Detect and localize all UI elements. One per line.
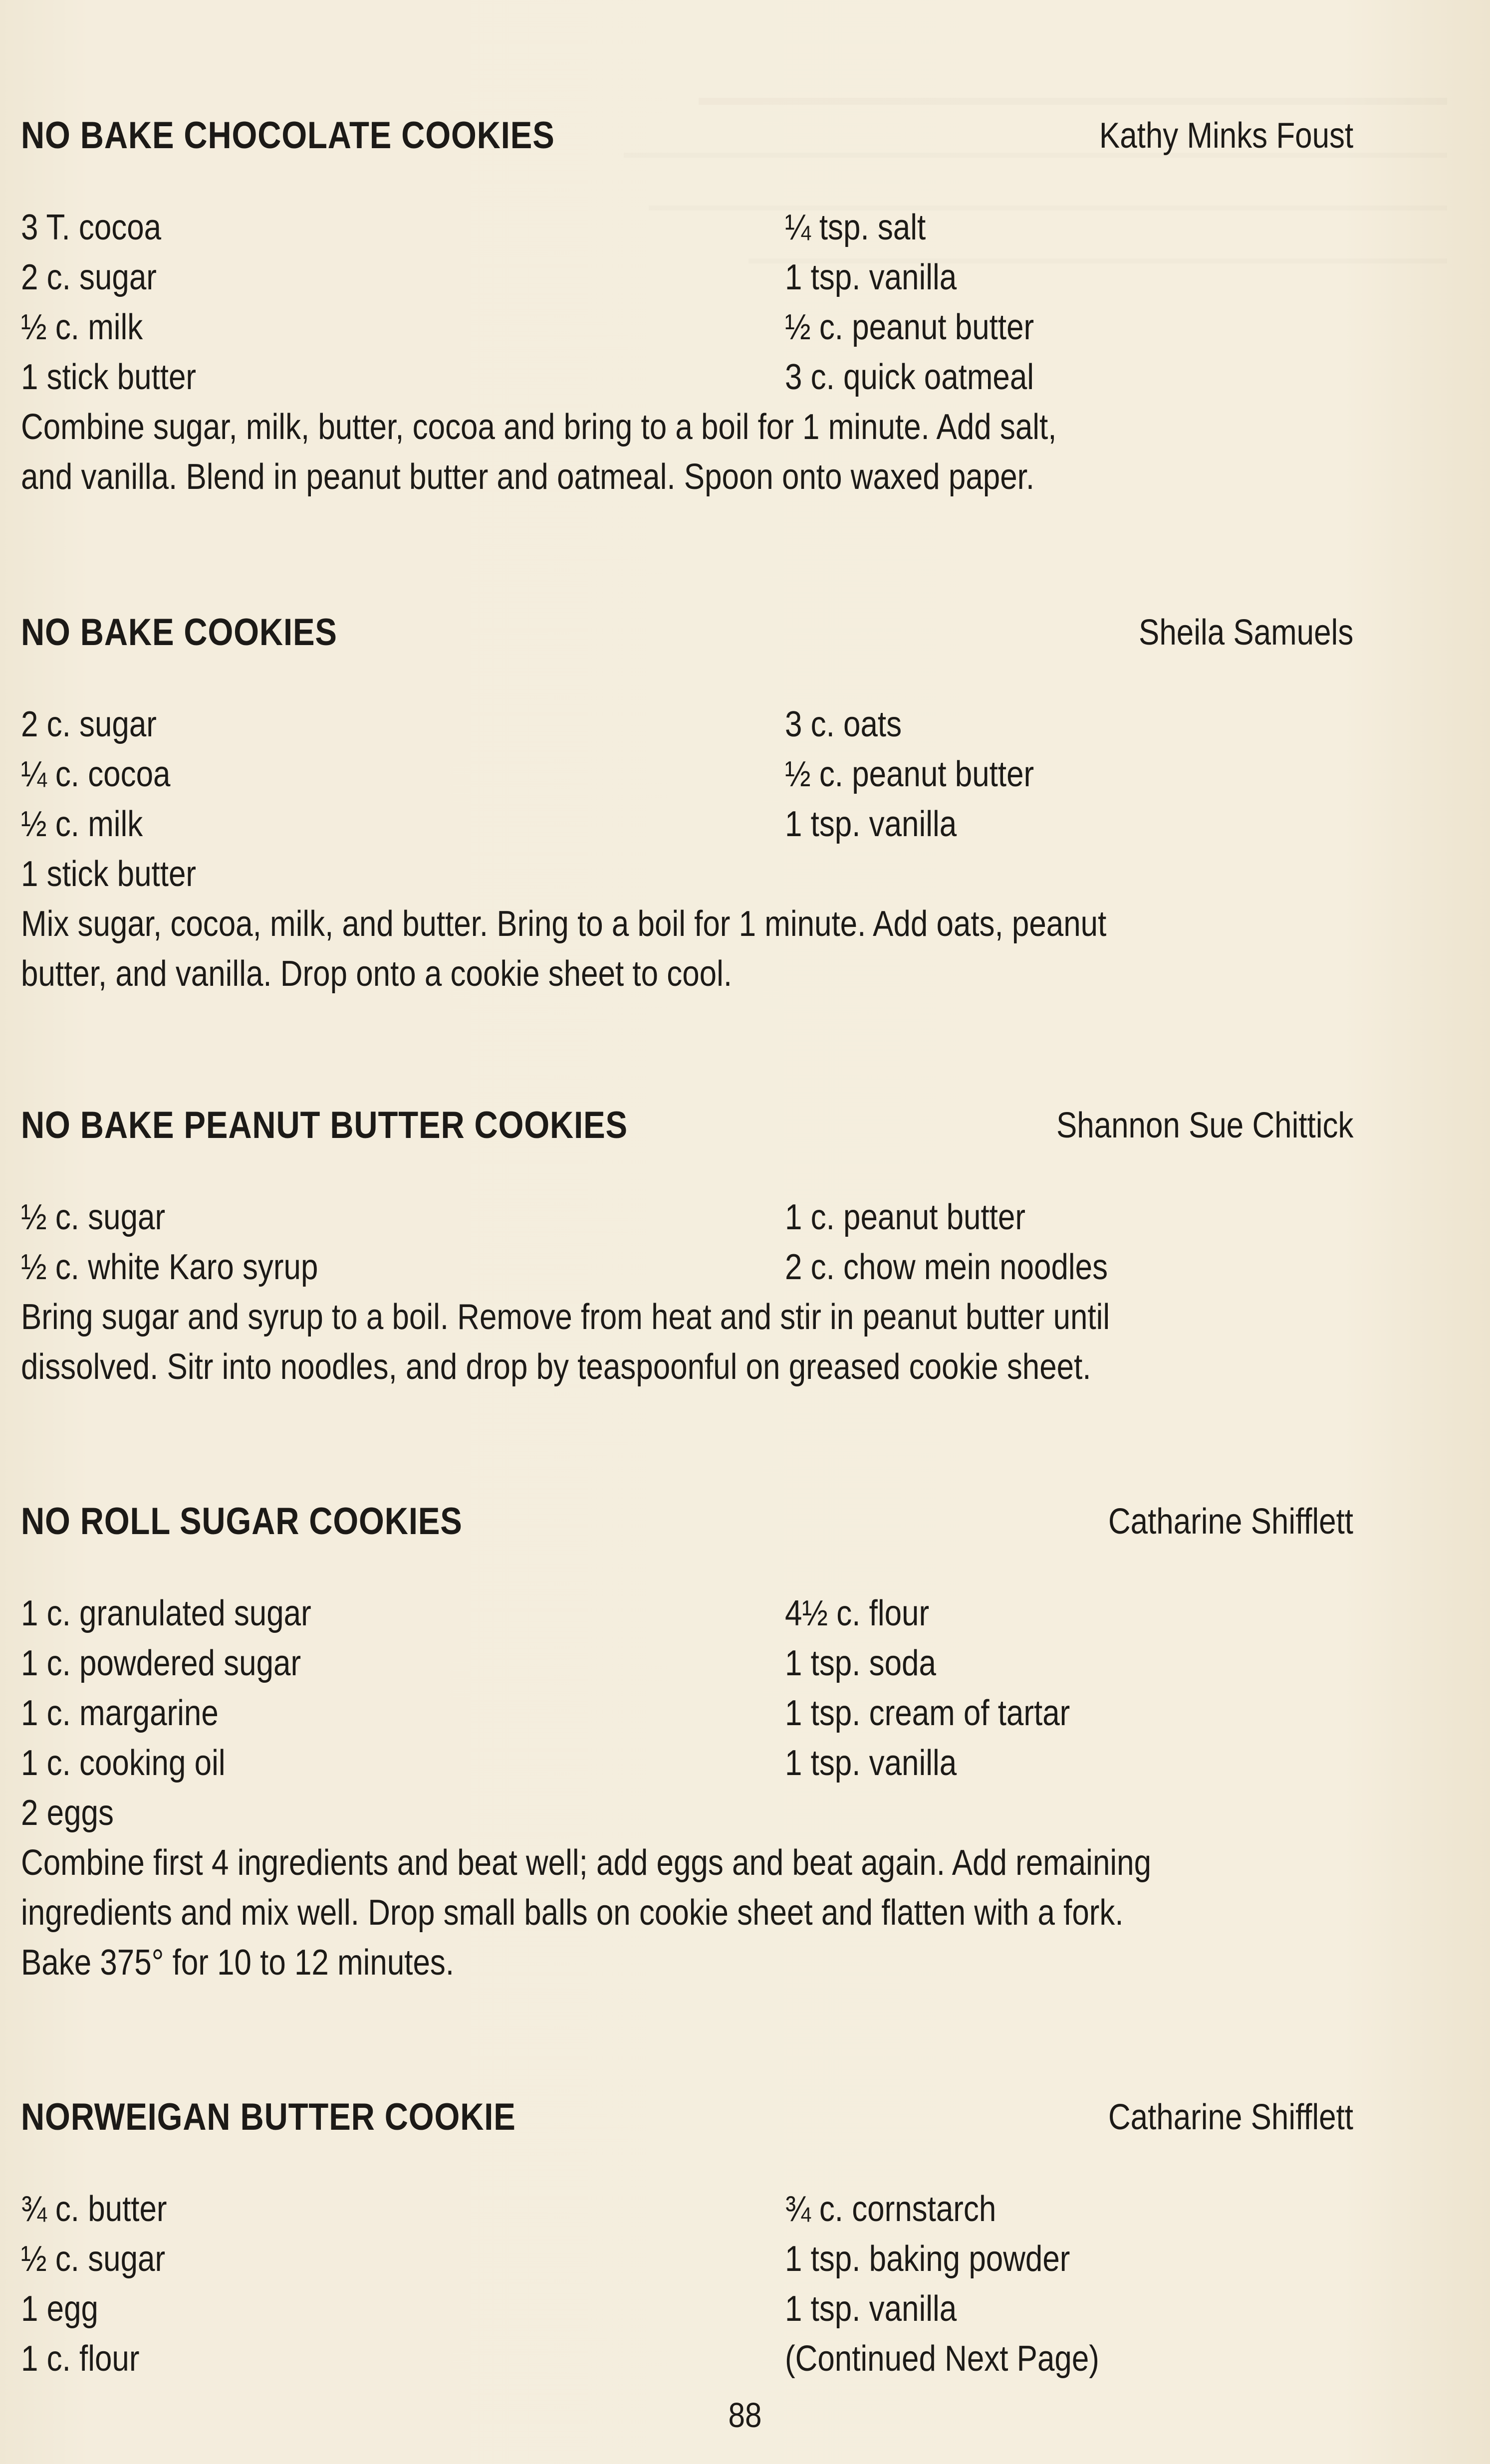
page-number: 88 xyxy=(728,2396,762,2435)
ingredient: 1 tsp. vanilla xyxy=(785,257,957,297)
ingredient-list xyxy=(21,2184,1353,2384)
ingredient: ¾ c. cornstarch xyxy=(785,2189,996,2229)
ingredient: 1 c. cooking oil xyxy=(21,1743,226,1783)
recipe-header xyxy=(21,1101,1353,1150)
ingredient-list xyxy=(21,699,1353,899)
ingredient: 3 T. cocoa xyxy=(21,208,162,247)
ingredients-left-column xyxy=(21,203,720,402)
ingredient: 2 c. sugar xyxy=(21,257,157,297)
recipe-title: NORWEIGAN BUTTER COOKIE xyxy=(21,2096,516,2138)
ingredients-left-column xyxy=(21,2184,720,2384)
recipe-directions: Bring sugar and syrup to a boil. Remove from heat and stir in peanut butter until dissolved. Sitr into noodles, and drop by teaspoonful on greased cookie sheet. xyxy=(21,1297,1110,1387)
recipe-title: NO ROLL SUGAR COOKIES xyxy=(21,1500,463,1543)
recipe-directions: Mix sugar, cocoa, milk, and butter. Bring to a boil for 1 minute. Add oats, peanut butter, and vanilla. Drop onto a cookie sheet to cool. xyxy=(21,904,1107,994)
ingredient: 3 c. oats xyxy=(785,704,902,744)
ingredient: ½ c. peanut butter xyxy=(785,754,1034,794)
recipe-title: NO BAKE COOKIES xyxy=(21,611,337,654)
ingredient: 1 tsp. baking powder xyxy=(785,2239,1070,2279)
recipe-no-roll-sugar-cookies xyxy=(21,1497,1353,1988)
ingredients-left-column xyxy=(21,699,720,899)
recipe-no-bake-cookies xyxy=(21,608,1353,999)
ingredient: 2 c. sugar xyxy=(21,704,157,744)
ingredient: 1 egg xyxy=(21,2289,98,2329)
ingredient: ½ c. white Karo syrup xyxy=(21,1247,318,1287)
ingredient: 1 c. flour xyxy=(21,2339,140,2379)
ingredient: 2 c. chow mein noodles xyxy=(785,1247,1108,1287)
ingredient: 1 tsp. vanilla xyxy=(785,1743,957,1783)
ingredient: ½ c. milk xyxy=(21,307,143,347)
ingredient-list xyxy=(21,203,1353,402)
recipe-header xyxy=(21,608,1353,658)
ingredients-right-column xyxy=(785,1588,1484,1788)
recipe-header xyxy=(21,1497,1353,1547)
recipe-directions: Combine first 4 ingredients and beat well; add eggs and beat again. Add remaining ingredients and mix well. Drop small balls on cookie sheet and flatten with a fork. Bake 375° for 10 to 12 minutes. xyxy=(21,1843,1152,1983)
ingredient: 2 eggs xyxy=(21,1793,114,1833)
ingredient: ½ c. sugar xyxy=(21,2239,166,2279)
recipe-header xyxy=(21,2092,1353,2142)
ingredients-left-column xyxy=(21,1588,720,1838)
recipe-title: NO BAKE CHOCOLATE COOKIES xyxy=(21,114,555,157)
ingredients-right-column xyxy=(785,699,1484,849)
ingredient: 1 c. granulated sugar xyxy=(21,1593,311,1633)
ingredients-right-column xyxy=(785,203,1484,402)
ingredient: 4½ c. flour xyxy=(785,1593,930,1633)
ingredient: 1 tsp. vanilla xyxy=(785,2289,957,2329)
ingredient: 1 tsp. cream of tartar xyxy=(785,1693,1070,1733)
ingredient: 3 c. quick oatmeal xyxy=(785,357,1034,397)
recipe-norweigan-butter-cookie xyxy=(21,2092,1353,2384)
ingredient: 1 c. powdered sugar xyxy=(21,1643,301,1683)
ingredient: 1 tsp. vanilla xyxy=(785,804,957,844)
continued-next-page-note: (Continued Next Page) xyxy=(785,2339,1099,2379)
recipe-author: Sheila Samuels xyxy=(1138,613,1353,653)
recipe-no-bake-peanut-butter-cookies xyxy=(21,1101,1353,1392)
ingredient: 1 c. peanut butter xyxy=(785,1197,1025,1237)
recipe-author: Catharine Shifflett xyxy=(1108,1502,1353,1542)
ingredients-left-column xyxy=(21,1192,720,1292)
recipe-author: Shannon Sue Chittick xyxy=(1056,1106,1353,1145)
ingredient-list xyxy=(21,1192,1353,1292)
recipe-directions: Combine sugar, milk, butter, cocoa and bring to a boil for 1 minute. Add salt, and vanilla. Blend in peanut butter and oatmeal. Spoon onto waxed paper. xyxy=(21,407,1057,497)
ingredient: ½ c. sugar xyxy=(21,1197,166,1237)
ingredient: 1 tsp. soda xyxy=(785,1643,936,1683)
ingredient: 1 stick butter xyxy=(21,357,197,397)
ingredients-right-column xyxy=(785,1192,1484,1292)
recipe-no-bake-chocolate-cookies xyxy=(21,111,1353,502)
ingredient: ½ c. milk xyxy=(21,804,143,844)
ingredient: ¼ c. cocoa xyxy=(21,754,171,794)
ingredients-right-column xyxy=(785,2184,1484,2384)
ingredient: ¼ tsp. salt xyxy=(785,208,926,247)
recipe-header xyxy=(21,111,1353,161)
recipe-author: Catharine Shifflett xyxy=(1108,2097,1353,2137)
ingredient: ¾ c. butter xyxy=(21,2189,167,2229)
ingredient: ½ c. peanut butter xyxy=(785,307,1034,347)
ingredient: 1 c. margarine xyxy=(21,1693,219,1733)
ingredient-list xyxy=(21,1588,1353,1838)
recipe-title: NO BAKE PEANUT BUTTER COOKIES xyxy=(21,1104,628,1146)
ingredient: 1 stick butter xyxy=(21,854,197,894)
recipe-author: Kathy Minks Foust xyxy=(1099,116,1353,156)
